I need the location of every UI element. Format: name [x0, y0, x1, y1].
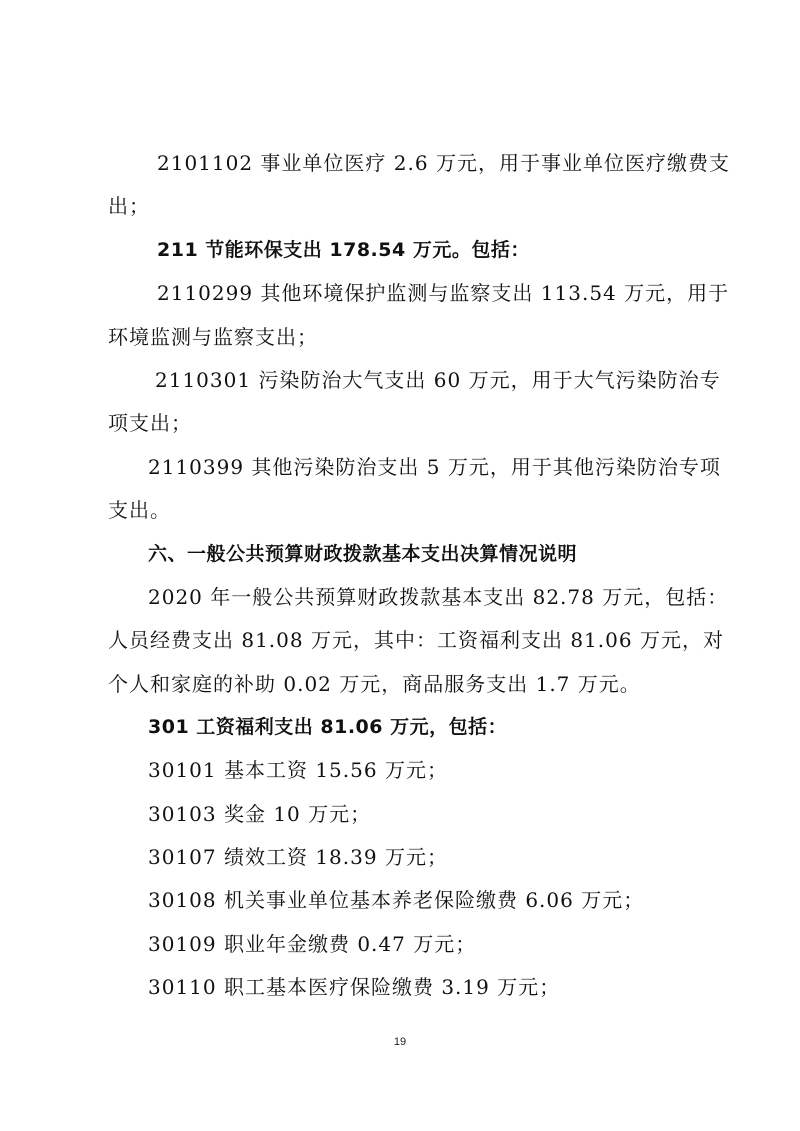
text-line-continuation: 个人和家庭的补助 0.02 万元，商品服务支出 1.7 万元。	[108, 672, 641, 696]
text-line-30101: 30101 基本工资 15.56 万元；	[148, 758, 448, 782]
text-line-continuation: 出；	[108, 194, 150, 218]
text-line-30103: 30103 奖金 10 万元；	[148, 802, 372, 826]
section-heading-301: 301 工资福利支出 81.06 万元，包括：	[148, 716, 508, 738]
text-line-30107: 30107 绩效工资 18.39 万元；	[148, 845, 448, 869]
text-line-2101102: 2101102 事业单位医疗 2.6 万元，用于事业单位医疗缴费支	[157, 151, 730, 175]
text-line-continuation: 环境监测与监察支出；	[108, 325, 318, 349]
text-line-2110299: 2110299 其他环境保护监测与监察支出 113.54 万元，用于	[157, 281, 730, 305]
text-line-personnel-expenditure: 人员经费支出 81.08 万元，其中：工资福利支出 81.06 万元，对	[108, 628, 724, 652]
text-line-continuation: 项支出；	[108, 411, 192, 435]
page-number: 19	[393, 1036, 407, 1048]
text-line-30109: 30109 职业年金缴费 0.47 万元；	[148, 932, 477, 956]
text-line-2110301: 2110301 污染防治大气支出 60 万元，用于大气污染防治专	[155, 368, 721, 392]
section-heading-six: 六、一般公共预算财政拨款基本支出决算情况说明	[148, 543, 578, 565]
text-line-2110399: 2110399 其他污染防治支出 5 万元，用于其他污染防治专项	[148, 455, 721, 479]
section-heading-211: 211 节能环保支出 178.54 万元。包括：	[157, 239, 530, 261]
text-line-30110: 30110 职工基本医疗保险缴费 3.19 万元；	[148, 975, 561, 999]
text-line-basic-expenditure: 2020 年一般公共预算财政拨款基本支出 82.78 万元，包括：	[148, 585, 729, 609]
text-line-30108: 30108 机关事业单位基本养老保险缴费 6.06 万元；	[148, 888, 645, 912]
text-line-continuation: 支出。	[108, 498, 171, 522]
